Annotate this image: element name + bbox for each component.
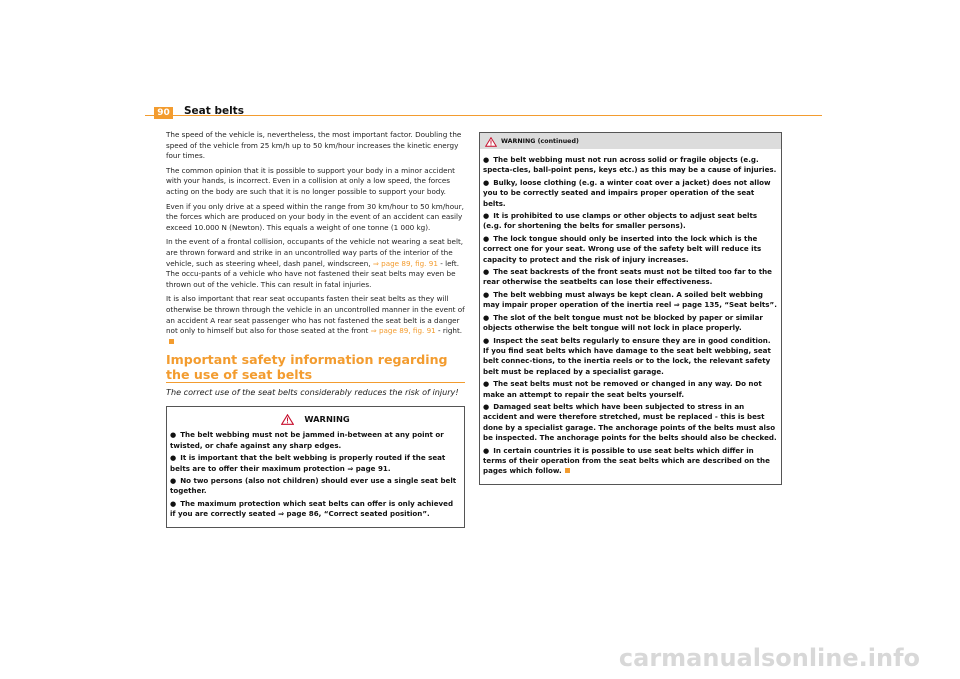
warning-bullet-text: Damaged seat belts which have been subjected to stress in an accident and were therefore stretched, must be replaced - this is best done by a specialist garage. The anchorage points of the belts must also be inspected. The anchorage points for the belts should also be checked. [483,401,777,443]
warning-bullet [483,267,778,288]
bullet-icon: ● [483,445,490,455]
warning-bullet [170,499,461,520]
paragraph-text: - left. The occu-pants of a vehicle who have not fastened their seat belts may even be thrown out of the vehicle. This can result in fatal injuries. [166,258,459,289]
page-number: 90 [154,107,173,119]
warning-bullet [483,402,778,444]
warning-triangle-icon [485,132,497,151]
bullet-icon: ● [483,335,490,345]
body-paragraph-1: The speed of the vehicle is, nevertheless, the most important factor. Doubling the speed of the vehicle from 25 km/h up to 50 km/hour increases the kinetic energy four times. [166,130,462,161]
bullet-icon: ● [483,233,490,243]
warning-box [166,406,465,527]
warning-triangle-icon [281,414,294,425]
warning-bullet-text: The belt webbing must not be jammed in-between at any point or twisted, or chafe against any sharp edges. [170,430,444,450]
end-square-icon [169,339,174,344]
bullet-icon: ● [170,475,177,485]
warning-bullet [483,234,778,265]
warning-bullet-text: Bulky, loose clothing (e.g. a winter coat over a jacket) does not allow you to be correctly seated and impairs proper operation of the seat belts. [483,177,771,208]
bullet-icon: ● [483,401,490,411]
warning-bullet-text: No two persons (also not children) should ever use a single seat belt together. [170,475,457,496]
bullet-icon: ● [483,155,490,164]
bullet-icon: ● [483,177,490,187]
warning-bullet [483,379,778,400]
bullet-icon: ● [483,211,490,221]
bullet-icon: ● [483,289,490,299]
warning-continued-body [480,149,781,477]
warning-bullet [483,446,778,477]
warning-continued-header [480,133,781,149]
bullet-icon: ● [170,498,177,508]
warning-bullet-text: It is prohibited to use clamps or other objects to adjust seat belts (e.g. for shortening the belts for smaller persons). [483,211,758,231]
warning-bullet-text: The seat backrests of the front seats must not be tilted too far to the rear otherwise the seatbelts can lose their effectiveness. [483,267,772,287]
heading-rule [166,382,465,383]
warning-bullet [170,430,461,451]
warning-bullet [483,178,778,209]
left-column [166,130,465,528]
section-heading: Important safety information regarding the use of seat belts [166,352,448,383]
warning-bullet [170,453,461,474]
warning-bullet-text: The seat belts must not be removed or changed in any way. Do not make an attempt to repair the seat belts yourself. [483,379,762,399]
warning-bullet [483,313,778,334]
paragraph-text: - right. [435,326,463,336]
warning-continued-box [479,132,782,485]
warning-header [170,413,461,425]
warning-bullet [483,290,778,311]
warning-bullet-text: The belt webbing must not run across solid or fragile objects (e.g. specta-cles, ball-point pens, keys etc.) as this may be a cause of injuries. [483,155,777,175]
body-paragraph-3: Even if you only drive at a speed within the range from 30 km/hour to 50 km/hour, the forces which are produced on your body in the event of an accident can easily exceed 10.000 N (Newton). This equals a weight of one tonne (1 000 kg). [166,201,464,232]
warning-bullet-text: The belt webbing must always be kept clean. A soiled belt webbing may impair proper operation of the inertia reel ⇒ page 135, “Seat belts”. [483,289,777,310]
bullet-icon: ● [170,430,177,440]
warning-bullet-text: The lock tongue should only be inserted into the lock which is the correct one for your seat. Wrong use of the safety belt will reduce its capacity to protect and the risk of injury increases. [483,233,762,264]
figure-reference-link[interactable]: ⇒ page 89, fig. 91 [370,326,436,336]
warning-title: WARNING [304,414,350,425]
warning-bullet-text: It is important that the belt webbing is properly routed if the seat belts are to offer their maximum protection ⇒ page 91. [170,453,446,473]
bullet-icon: ● [170,453,177,463]
figure-reference-link[interactable]: ⇒ page 89, fig. 91 [372,258,438,268]
end-square-icon [565,468,570,473]
bullet-icon: ● [483,267,490,277]
body-paragraph-4 [166,237,465,290]
body-paragraph-2: The common opinion that it is possible to support your body in a minor accident with your hands, is incorrect. Even in a collision at only a low speed, the forces acting on the body are such that it is no longer possible to support your body. [166,165,455,196]
warning-bullet-text: The slot of the belt tongue must not be blocked by paper or similar objects otherwise the belt tongue will not lock in place properly. [483,312,763,333]
warning-continued-title: WARNING (continued) [501,137,579,145]
page-header-title: Seat belts [184,105,244,117]
section-intro: The correct use of the seat belts considerably reduces the risk of injury! [166,387,459,398]
header-rule [145,115,822,116]
warning-bullet [483,155,778,176]
paragraph-text: It is also important that rear seat occupants fasten their seat belts as they will otherwise be thrown through the vehicle in an uncontrolled manner in the event of an accident A rear seat passenger who has not fastened the seat belt is a danger not only to himself but also for those seated at the front [166,294,465,336]
warning-bullet-text: In certain countries it is possible to use seat belts which differ in terms of their operation from the seat belts which are described on the pages which follow. [483,445,770,476]
bullet-icon: ● [483,312,490,322]
warning-bullet-text: Inspect the seat belts regularly to ensure they are in good condition. If you find seat belts which have damage to the seat belt webbing, seat belt connec-tions, to the inertia reels or to the lock, the relevant safety belt must be replaced by a specialist garage. [483,335,771,376]
body-paragraph-5 [166,294,465,347]
warning-bullet [483,211,778,232]
warning-bullet-text: The maximum protection which seat belts can offer is only achieved if you are correctly seated ⇒ page 86, “Correct seated position”. [170,498,454,519]
warning-bullet [170,476,461,497]
watermark: carmanualsonline.info [618,644,920,672]
warning-bullet [483,336,778,378]
bullet-icon: ● [483,379,490,389]
paragraph-text: In the event of a frontal collision, occupants of the vehicle not wearing a seat belt, are thrown forward and strike in an uncontrolled way parts of the interior of the vehicle, such as steering wheel, dash panel, windscreen, [166,237,464,268]
